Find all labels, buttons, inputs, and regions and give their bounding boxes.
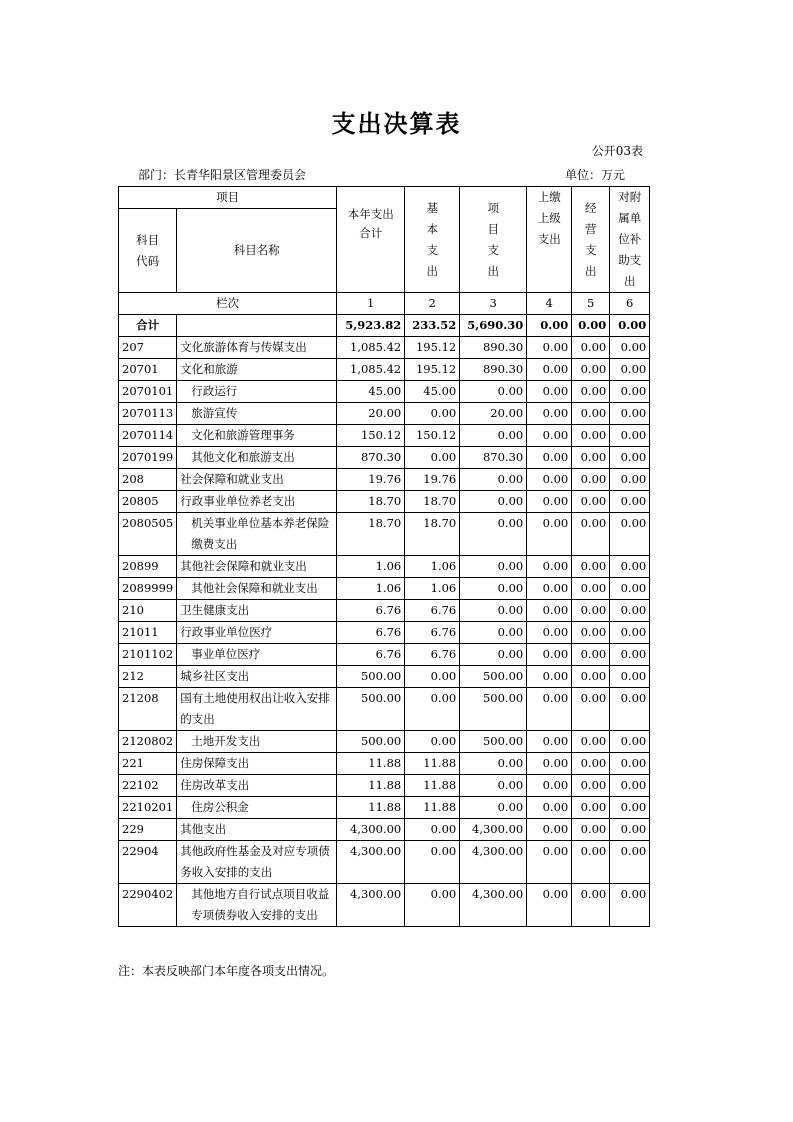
amount-cell: 0.00 [572,578,610,600]
amount-cell: 1.06 [337,578,405,600]
col-num: 5 [572,293,610,315]
amount-cell: 0.00 [572,841,610,884]
subject-code: 22102 [119,775,177,797]
table-row [119,600,650,622]
amount-cell: 0.00 [572,884,610,927]
header-subject-code: 科目代码 [119,209,177,293]
amount-cell: 0.00 [572,797,610,819]
amount-cell: 500.00 [460,666,527,688]
table-row [119,819,650,841]
amount-cell: 0.00 [527,359,572,381]
total-row [119,315,650,337]
amount-cell: 0.00 [610,337,650,359]
amount-cell: 1.06 [405,578,460,600]
header-basic: 基本支出 [405,187,460,293]
subject-name: 城乡社区支出 [177,666,337,688]
header-total: 本年支出合计 [337,187,405,293]
amount-cell: 500.00 [337,688,405,731]
amount-cell: 500.00 [460,688,527,731]
amount-cell: 4,300.00 [460,819,527,841]
subject-code: 2070101 [119,381,177,403]
amount-cell: 0.00 [460,491,527,513]
amount-cell: 20.00 [337,403,405,425]
total-value: 0.00 [610,315,650,337]
amount-cell: 0.00 [527,797,572,819]
amount-cell: 0.00 [572,644,610,666]
amount-cell: 0.00 [572,447,610,469]
amount-cell: 0.00 [610,753,650,775]
amount-cell: 19.76 [405,469,460,491]
amount-cell: 0.00 [460,381,527,403]
subject-code: 2290402 [119,884,177,927]
subject-name: 卫生健康支出 [177,600,337,622]
subject-code: 21208 [119,688,177,731]
total-value: 5,923.82 [337,315,405,337]
amount-cell: 0.00 [527,644,572,666]
subject-code: 20701 [119,359,177,381]
amount-cell: 0.00 [610,666,650,688]
subject-name: 土地开发支出 [177,731,337,753]
amount-cell: 1.06 [405,556,460,578]
amount-cell: 45.00 [337,381,405,403]
amount-cell: 0.00 [460,469,527,491]
amount-cell: 0.00 [572,381,610,403]
amount-cell: 0.00 [610,381,650,403]
amount-cell: 0.00 [610,797,650,819]
amount-cell: 0.00 [527,753,572,775]
amount-cell: 0.00 [572,775,610,797]
amount-cell: 4,300.00 [460,841,527,884]
amount-cell: 0.00 [610,491,650,513]
amount-cell: 0.00 [610,425,650,447]
amount-cell: 500.00 [337,666,405,688]
form-code: 公开03表 [591,144,643,158]
amount-cell: 0.00 [610,644,650,666]
subject-name: 国有土地使用权出让收入安排的支出 [177,688,337,731]
subject-code: 2089999 [119,578,177,600]
amount-cell: 0.00 [527,447,572,469]
amount-cell: 0.00 [610,359,650,381]
amount-cell: 0.00 [610,731,650,753]
amount-cell: 0.00 [610,884,650,927]
header-project-exp: 项目支出 [460,187,527,293]
subject-code: 2120802 [119,731,177,753]
table-row [119,753,650,775]
amount-cell: 0.00 [460,644,527,666]
col-num: 6 [610,293,650,315]
page-title: 支出决算表 [331,109,462,138]
amount-cell: 0.00 [527,600,572,622]
amount-cell: 0.00 [610,513,650,556]
amount-cell: 0.00 [527,425,572,447]
subject-name: 其他社会保障和就业支出 [177,556,337,578]
table-row [119,425,650,447]
subject-code: 2070114 [119,425,177,447]
amount-cell: 0.00 [405,819,460,841]
subject-code: 2080505 [119,513,177,556]
amount-cell: 0.00 [460,797,527,819]
amount-cell: 0.00 [610,622,650,644]
subject-name: 事业单位医疗 [177,644,337,666]
amount-cell: 0.00 [460,775,527,797]
table-row [119,337,650,359]
amount-cell: 195.12 [405,337,460,359]
table-row [119,884,650,927]
table-row [119,841,650,884]
amount-cell: 195.12 [405,359,460,381]
subject-name: 行政事业单位医疗 [177,622,337,644]
subject-code: 22904 [119,841,177,884]
amount-cell: 0.00 [572,425,610,447]
table-row [119,688,650,731]
amount-cell: 20.00 [460,403,527,425]
amount-cell: 6.76 [405,600,460,622]
amount-cell: 11.88 [405,753,460,775]
amount-cell: 0.00 [572,491,610,513]
amount-cell: 0.00 [610,403,650,425]
amount-cell: 0.00 [527,403,572,425]
subject-name: 文化旅游体育与传媒支出 [177,337,337,359]
amount-cell: 0.00 [460,425,527,447]
table-row [119,556,650,578]
amount-cell: 500.00 [337,731,405,753]
header-turn-over: 上缴上级支出 [527,187,572,293]
amount-cell: 0.00 [610,819,650,841]
subject-code: 207 [119,337,177,359]
subject-name: 其他地方自行试点项目收益专项债券收入安排的支出 [177,884,337,927]
amount-cell: 0.00 [572,688,610,731]
total-label: 合计 [119,315,177,337]
unit-label: 单位：万元 [565,168,626,182]
amount-cell: 0.00 [572,753,610,775]
amount-cell: 1,085.42 [337,359,405,381]
subject-code: 208 [119,469,177,491]
amount-cell: 0.00 [527,884,572,927]
table-row [119,381,650,403]
header-subject-name: 科目名称 [177,209,337,293]
amount-cell: 0.00 [572,556,610,578]
subject-code: 2070199 [119,447,177,469]
subject-name: 旅游宣传 [177,403,337,425]
subject-name: 其他政府性基金及对应专项债务收入安排的支出 [177,841,337,884]
amount-cell: 0.00 [610,556,650,578]
subject-name: 住房改革支出 [177,775,337,797]
amount-cell: 19.76 [337,469,405,491]
amount-cell: 0.00 [405,688,460,731]
amount-cell: 18.70 [337,513,405,556]
subject-code: 20899 [119,556,177,578]
amount-cell: 18.70 [405,491,460,513]
amount-cell: 0.00 [610,841,650,884]
amount-cell: 0.00 [527,775,572,797]
amount-cell: 150.12 [337,425,405,447]
amount-cell: 0.00 [572,666,610,688]
subject-code: 2070113 [119,403,177,425]
amount-cell: 4,300.00 [337,884,405,927]
amount-cell: 0.00 [572,731,610,753]
subject-name: 机关事业单位基本养老保险缴费支出 [177,513,337,556]
table-row [119,513,650,556]
amount-cell: 0.00 [527,688,572,731]
amount-cell: 0.00 [460,556,527,578]
amount-cell: 0.00 [460,513,527,556]
amount-cell: 0.00 [572,513,610,556]
table-row [119,447,650,469]
amount-cell: 0.00 [610,578,650,600]
total-value: 0.00 [572,315,610,337]
subject-name: 住房保障支出 [177,753,337,775]
subject-name: 其他文化和旅游支出 [177,447,337,469]
amount-cell: 0.00 [527,513,572,556]
amount-cell: 0.00 [460,622,527,644]
amount-cell: 0.00 [572,600,610,622]
total-value: 5,690.30 [460,315,527,337]
subject-name: 文化和旅游 [177,359,337,381]
table-row [119,469,650,491]
amount-cell: 0.00 [610,469,650,491]
subject-name: 行政事业单位养老支出 [177,491,337,513]
col-num: 3 [460,293,527,315]
amount-cell: 0.00 [405,731,460,753]
subject-code: 221 [119,753,177,775]
amount-cell: 1.06 [337,556,405,578]
amount-cell: 150.12 [405,425,460,447]
amount-cell: 11.88 [337,753,405,775]
amount-cell: 0.00 [527,337,572,359]
amount-cell: 0.00 [572,622,610,644]
table-row [119,622,650,644]
amount-cell: 0.00 [527,578,572,600]
amount-cell: 0.00 [610,600,650,622]
amount-cell: 0.00 [460,753,527,775]
amount-cell: 0.00 [460,578,527,600]
amount-cell: 0.00 [572,819,610,841]
subject-name: 其他支出 [177,819,337,841]
amount-cell: 0.00 [610,447,650,469]
amount-cell: 0.00 [460,600,527,622]
expenditure-table [118,186,650,927]
amount-cell: 0.00 [527,556,572,578]
amount-cell: 0.00 [527,731,572,753]
subject-name: 文化和旅游管理事务 [177,425,337,447]
amount-cell: 6.76 [337,600,405,622]
amount-cell: 0.00 [405,884,460,927]
subject-code: 229 [119,819,177,841]
subject-code: 2210201 [119,797,177,819]
header-lanci: 栏次 [119,293,337,315]
amount-cell: 870.30 [460,447,527,469]
amount-cell: 45.00 [405,381,460,403]
subject-code: 2101102 [119,644,177,666]
header-subsidy: 对附属单位补助支出 [610,187,650,293]
amount-cell: 0.00 [405,447,460,469]
amount-cell: 11.88 [405,797,460,819]
amount-cell: 0.00 [527,666,572,688]
col-num: 2 [405,293,460,315]
amount-cell: 4,300.00 [460,884,527,927]
total-value: 233.52 [405,315,460,337]
department-label: 部门：长青华阳景区管理委员会 [138,168,307,182]
subject-name: 行政运行 [177,381,337,403]
table-row [119,359,650,381]
amount-cell: 6.76 [405,644,460,666]
amount-cell: 18.70 [405,513,460,556]
table-row [119,731,650,753]
amount-cell: 11.88 [337,775,405,797]
amount-cell: 0.00 [527,381,572,403]
total-value: 0.00 [527,315,572,337]
subject-name: 社会保障和就业支出 [177,469,337,491]
amount-cell: 0.00 [572,337,610,359]
subject-code: 20805 [119,491,177,513]
amount-cell: 0.00 [405,403,460,425]
col-num: 1 [337,293,405,315]
header-operating: 经营支出 [572,187,610,293]
amount-cell: 870.30 [337,447,405,469]
subject-code: 21011 [119,622,177,644]
amount-cell: 0.00 [610,688,650,731]
amount-cell: 4,300.00 [337,841,405,884]
amount-cell: 4,300.00 [337,819,405,841]
table-row [119,403,650,425]
footnote: 注：本表反映部门本年度各项支出情况。 [118,964,335,978]
header-project: 项目 [119,187,337,209]
amount-cell: 0.00 [527,491,572,513]
amount-cell: 1,085.42 [337,337,405,359]
subject-code: 212 [119,666,177,688]
amount-cell: 890.30 [460,359,527,381]
amount-cell: 0.00 [527,622,572,644]
amount-cell: 18.70 [337,491,405,513]
amount-cell: 0.00 [405,666,460,688]
col-num: 4 [527,293,572,315]
amount-cell: 0.00 [572,469,610,491]
amount-cell: 0.00 [527,819,572,841]
amount-cell: 11.88 [405,775,460,797]
amount-cell: 0.00 [610,775,650,797]
amount-cell: 6.76 [405,622,460,644]
table-row [119,491,650,513]
amount-cell: 0.00 [527,469,572,491]
amount-cell: 0.00 [572,403,610,425]
amount-cell: 11.88 [337,797,405,819]
table-row [119,644,650,666]
amount-cell: 500.00 [460,731,527,753]
amount-cell: 0.00 [405,841,460,884]
table-row [119,578,650,600]
subject-name: 其他社会保障和就业支出 [177,578,337,600]
amount-cell: 890.30 [460,337,527,359]
table-row [119,775,650,797]
amount-cell: 6.76 [337,644,405,666]
table-row [119,797,650,819]
amount-cell: 0.00 [572,359,610,381]
subject-name: 住房公积金 [177,797,337,819]
amount-cell: 6.76 [337,622,405,644]
amount-cell: 0.00 [527,841,572,884]
table-row [119,666,650,688]
subject-code: 210 [119,600,177,622]
